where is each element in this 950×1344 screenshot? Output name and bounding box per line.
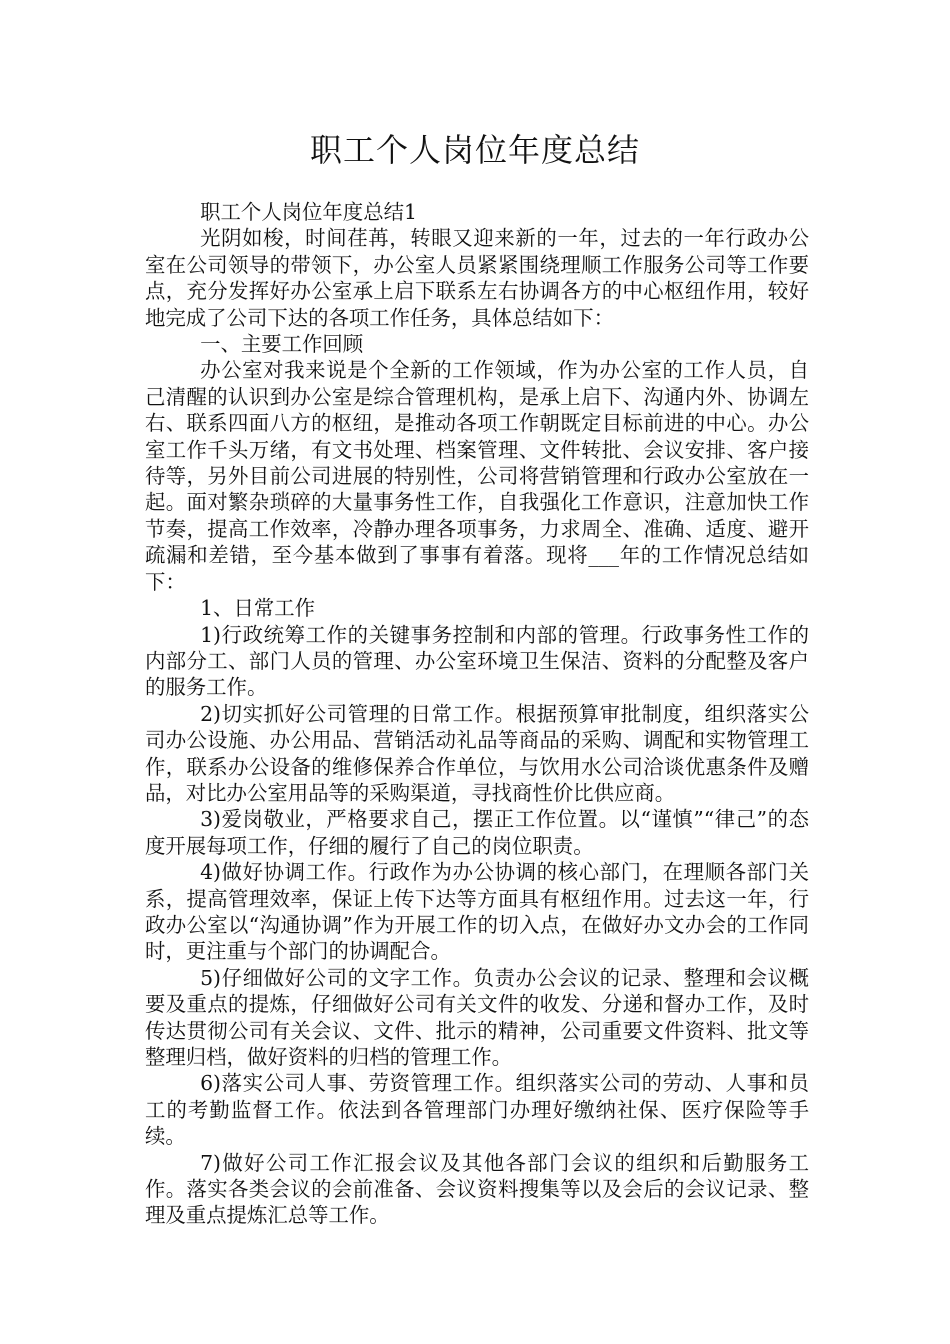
intro-paragraph: 光阴如梭，时间荏苒，转眼又迎来新的一年，过去的一年行政办公室在公司领导的带领下，办公室人员紧紧围绕理顺工作服务公司等工作要点，充分发挥好办公室承上启下联系左右协调各方的中心枢纽作用，较好地完成了公司下达的各项工作任务，具体总结如下： [145, 226, 809, 330]
item-paragraph-1: 1)行政统筹工作的关键事务控制和内部的管理。行政事务性工作的内部分工、部门人员的管理、办公室环境卫生保洁、资料的分配整及客户的服务工作。 [145, 622, 809, 700]
item-paragraph-6: 6)落实公司人事、劳资管理工作。组织落实公司的劳动、人事和员工的考勤监督工作。依法到各管理部门办理好缴纳社保、医疗保险等手续。 [145, 1071, 809, 1149]
subtitle-paragraph: 职工个人岗位年度总结1 [200, 200, 417, 224]
item-paragraph-3: 3)爱岗敬业，严格要求自己，摆正工作位置。以“谨慎”“律己”的态度开展每项工作，仔细的履行了自己的岗位职责。 [145, 807, 809, 858]
item-paragraph-2: 2)切实抓好公司管理的日常工作。根据预算审批制度，组织落实公司办公设施、办公用品、营销活动礼品等商品的采购、调配和实物管理工作，联系办公设备的维修保养合作单位，与饮用水公司洽谈优惠条件及赠品，对比办公室用品等的采购渠道，寻找商性价比供应商。 [145, 701, 809, 805]
item-paragraph-7: 7)做好公司工作汇报会议及其他各部门会议的组织和后勤服务工作。落实各类会议的会前准备、会议资料搜集等以及会后的会议记录、整理及重点提炼汇总等工作。 [145, 1150, 809, 1228]
item-paragraph-4: 4)做好协调工作。行政作为办公协调的核心部门，在理顺各部门关系，提高管理效率，保证上传下达等方面具有枢纽作用。过去这一年，行政办公室以“沟通协调”作为开展工作的切入点，在做好办文办会的工作同时，更注重与个部门的协调配合。 [145, 860, 809, 964]
item-paragraph-5: 5)仔细做好公司的文字工作。负责办公会议的记录、整理和会议概要及重点的提炼，仔细做好公司有关文件的收发、分递和督办工作，及时传达贯彻公司有关会议、文件、批示的精神，公司重要文件资料、批文等整理归档，做好资料的归档的管理工作。 [145, 965, 809, 1069]
document-title: 职工个人岗位年度总结 [309, 131, 640, 169]
section-heading: 一、主要工作回顾 [200, 332, 364, 357]
subsection-heading: 1、日常工作 [200, 596, 316, 621]
document-body [145, 199, 809, 1229]
overview-paragraph: 办公室对我来说是个全新的工作领域，作为办公室的工作人员，自己清醒的认识到办公室是综合管理机构，是承上启下、沟通内外、协调左右、联系四面八方的枢纽，是推动各项工作朝既定目标前进的中心。办公室工作千头万绪，有文书处理、档案管理、文件转批、会议安排、客户接待等，另外目前公司进展的特别性，公司将营销管理和行政办公室放在一起。面对繁杂琐碎的大量事务性工作，自我强化工作意识，注意加快工作节奏，提高工作效率，冷静办理各项事务，力求周全、准确、适度、避开疏漏和差错，至今基本做到了事事有着落。现将___年的工作情况总结如下： [145, 358, 809, 594]
